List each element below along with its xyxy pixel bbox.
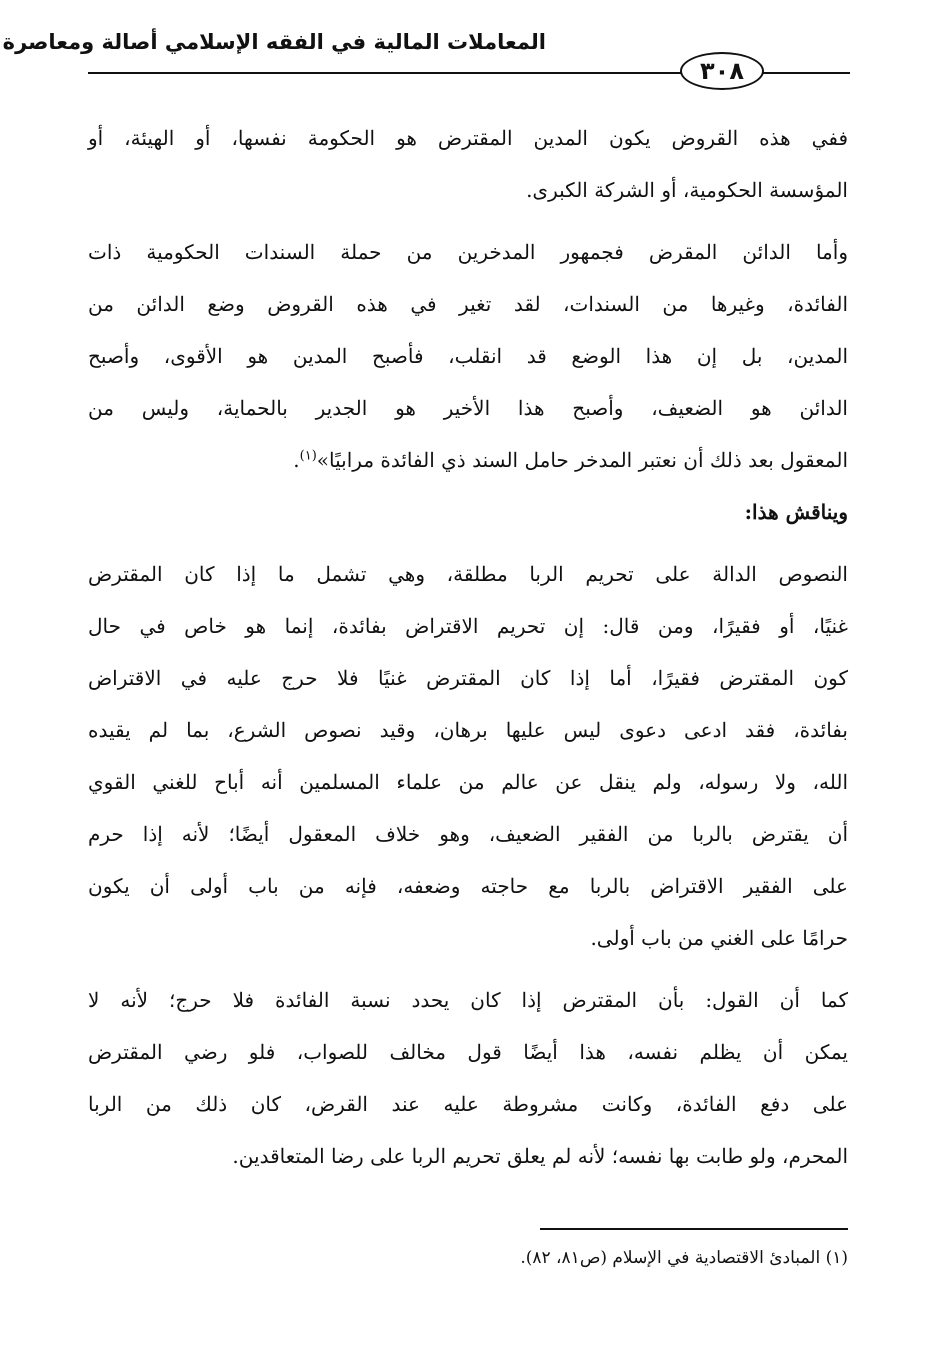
text-line: النصوص الدالة على تحريم الربا مطلقة، وهي تشمل ما إذا كان المقترض: [88, 562, 848, 586]
text-line: كما أن القول: بأن المقترض إذا كان يحدد نسبة الفائدة فلا حرج؛ لأنه لا: [88, 988, 848, 1012]
text-line: وأما الدائن المقرض فجمهور المدخرين من حملة السندات الحكومية ذات: [88, 240, 848, 264]
text-line: الله، ولا رسوله، ولم ينقل عن عالم من علماء المسلمين أنه أباح للغني القوي: [88, 770, 848, 794]
text-line: كون المقترض فقيرًا، أما إذا كان المقترض غنيًا فلا حرج عليه في الاقتراض: [88, 666, 848, 690]
footnote: (١) المبادئ الاقتصادية في الإسلام (ص٨١، ٨٢).: [520, 1248, 848, 1268]
text-fragment: .: [293, 448, 300, 472]
text-line: غنيًا، أو فقيرًا، ومن قال: إن تحريم الاقتراض بفائدة، إنما هو خاص في حال: [88, 614, 848, 638]
running-title: المعاملات المالية في الفقه الإسلامي أصالة ومعاصرة: [2, 30, 546, 54]
text-line: ففي هذه القروض يكون المدين المقترض هو الحكومة نفسها، أو الهيئة، أو: [88, 126, 848, 150]
paragraph-gap: [88, 538, 848, 548]
paragraph-gap: [88, 216, 848, 226]
text-line: الدائن هو الضعيف، وأصبح هذا الأخير هو الجدير بالحماية، وليس من: [88, 396, 848, 420]
paragraph-2: [88, 226, 848, 486]
page-number: ٣٠٨: [700, 57, 744, 85]
footnote-reference[interactable]: (١): [299, 448, 317, 464]
paragraph-4: [88, 974, 848, 1182]
text-line: أن يقترض بالربا من الفقير الضعيف، وهو خلاف المعقول أيضًا؛ لأنه إذا حرم: [88, 822, 848, 846]
body-text: [88, 112, 848, 1182]
text-line: المؤسسة الحكومية، أو الشركة الكبرى.: [526, 178, 848, 202]
paragraph-1: [88, 112, 848, 216]
text-line: يمكن أن يظلم نفسه، هذا أيضًا قول مخالف للصواب، فلو رضي المقترض: [88, 1040, 848, 1064]
paragraph-3: [88, 548, 848, 964]
text-line: حرامًا على الغني من باب أولى.: [590, 926, 848, 950]
page-number-badge: [680, 52, 764, 90]
section-heading: ويناقش هذا:: [744, 500, 848, 524]
text-line: المحرم، ولو طابت بها نفسه؛ لأنه لم يعلق تحريم الربا على رضا المتعاقدين.: [232, 1144, 848, 1168]
text-fragment: المعقول بعد ذلك أن نعتبر المدخر حامل السند ذي الفائدة مرابيًا»: [316, 448, 848, 472]
text-line: على الفقير الاقتراض بالربا مع حاجته وضعفه، فإنه من باب أولى أن يكون: [88, 874, 848, 898]
text-line: الفائدة، وغيرها من السندات، لقد تغير في هذه القروض وضع الدائن من: [88, 292, 848, 316]
text-line: على دفع الفائدة، وكانت مشروطة عليه عند القرض، كان ذلك من الربا: [88, 1092, 848, 1116]
text-line: [88, 434, 848, 486]
paragraph-gap: [88, 964, 848, 974]
footnote-rule: [540, 1228, 848, 1230]
text-line: بفائدة، فقد ادعى دعوى ليس عليها برهان، وقيد نصوص الشرع، بما لم يقيده: [88, 718, 848, 742]
text-line: المدين، بل إن هذا الوضع قد انقلب، فأصبح المدين هو الأقوى، وأصبح: [88, 344, 849, 368]
